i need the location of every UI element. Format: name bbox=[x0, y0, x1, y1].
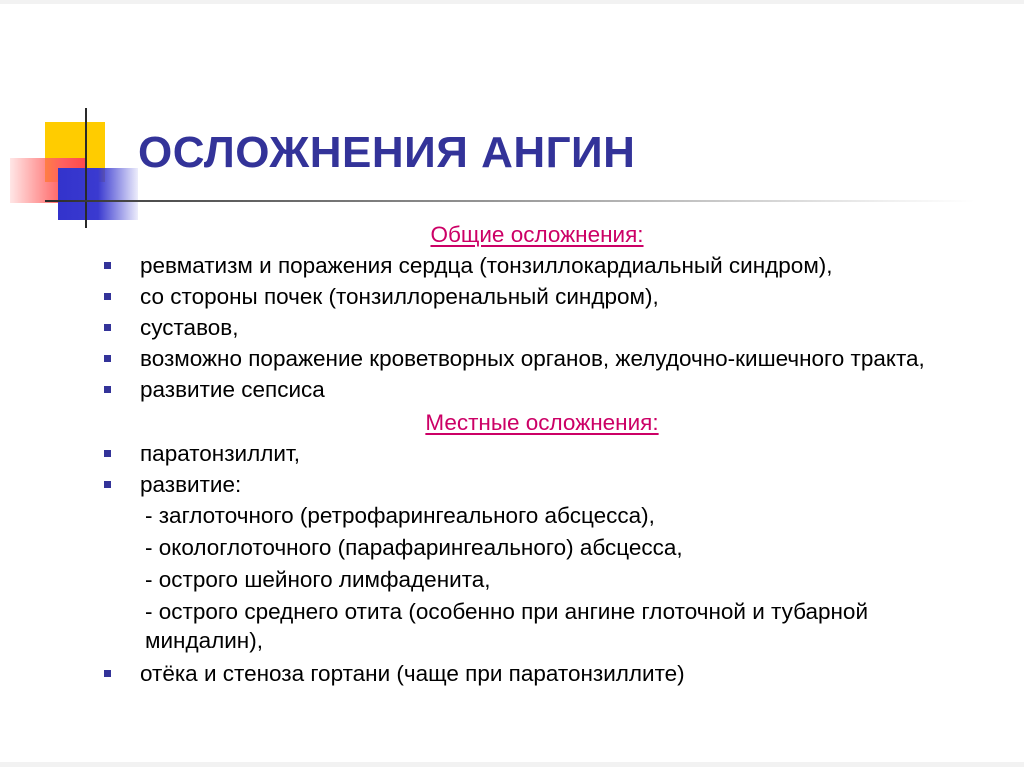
list-item-text: паратонзиллит, bbox=[140, 441, 300, 466]
slide-frame-bottom bbox=[0, 762, 1024, 767]
list-item-text: развитие: bbox=[140, 472, 242, 497]
bullet-square-icon bbox=[104, 481, 111, 488]
local-complications-heading: Местные осложнения: bbox=[425, 410, 659, 435]
general-complications-heading: Общие осложнения: bbox=[430, 222, 644, 247]
bullet-square-icon bbox=[104, 670, 111, 677]
list-item bbox=[0, 251, 1024, 280]
list-item bbox=[0, 439, 1024, 468]
bullet-square-icon bbox=[104, 262, 111, 269]
slide-title: ОСЛОЖНЕНИЯ АНГИН bbox=[138, 128, 636, 177]
sub-list-item: - острого среднего отита (особенно при ангине глоточной и тубарной миндалин), bbox=[145, 599, 869, 653]
list-item bbox=[0, 659, 1024, 688]
blue-gradient-block bbox=[58, 168, 138, 220]
list-item-text: отёка и стеноза гортани (чаще при паратонзиллите) bbox=[140, 661, 685, 686]
list-item bbox=[0, 344, 1024, 373]
list-item bbox=[0, 375, 1024, 404]
bullet-square-icon bbox=[104, 355, 111, 362]
list-item-text: возможно поражение кроветворных органов, желудочно-кишечного тракта, bbox=[140, 346, 925, 371]
bullet-square-icon bbox=[104, 293, 111, 300]
slide-content bbox=[0, 218, 1024, 690]
sub-list-item: - острого шейного лимфаденита, bbox=[145, 567, 491, 592]
vertical-rule bbox=[85, 108, 87, 228]
sub-list-item: - заглоточного (ретрофарингеального абсцесса), bbox=[145, 503, 655, 528]
list-item bbox=[0, 470, 1024, 499]
bullet-square-icon bbox=[104, 324, 111, 331]
bullet-square-icon bbox=[104, 386, 111, 393]
list-item-text: ревматизм и поражения сердца (тонзиллокардиальный синдром), bbox=[140, 253, 833, 278]
list-item-text: суставов, bbox=[140, 315, 239, 340]
sub-list-item: - окологлоточного (парафарингеального) абсцесса, bbox=[145, 535, 683, 560]
decorative-corner bbox=[0, 0, 200, 240]
bullet-square-icon bbox=[104, 450, 111, 457]
title-underline-rule bbox=[45, 200, 975, 202]
list-item-text: развитие сепсиса bbox=[140, 377, 325, 402]
list-item-text: со стороны почек (тонзиллоренальный синдром), bbox=[140, 284, 659, 309]
list-item bbox=[0, 282, 1024, 311]
list-item bbox=[0, 313, 1024, 342]
